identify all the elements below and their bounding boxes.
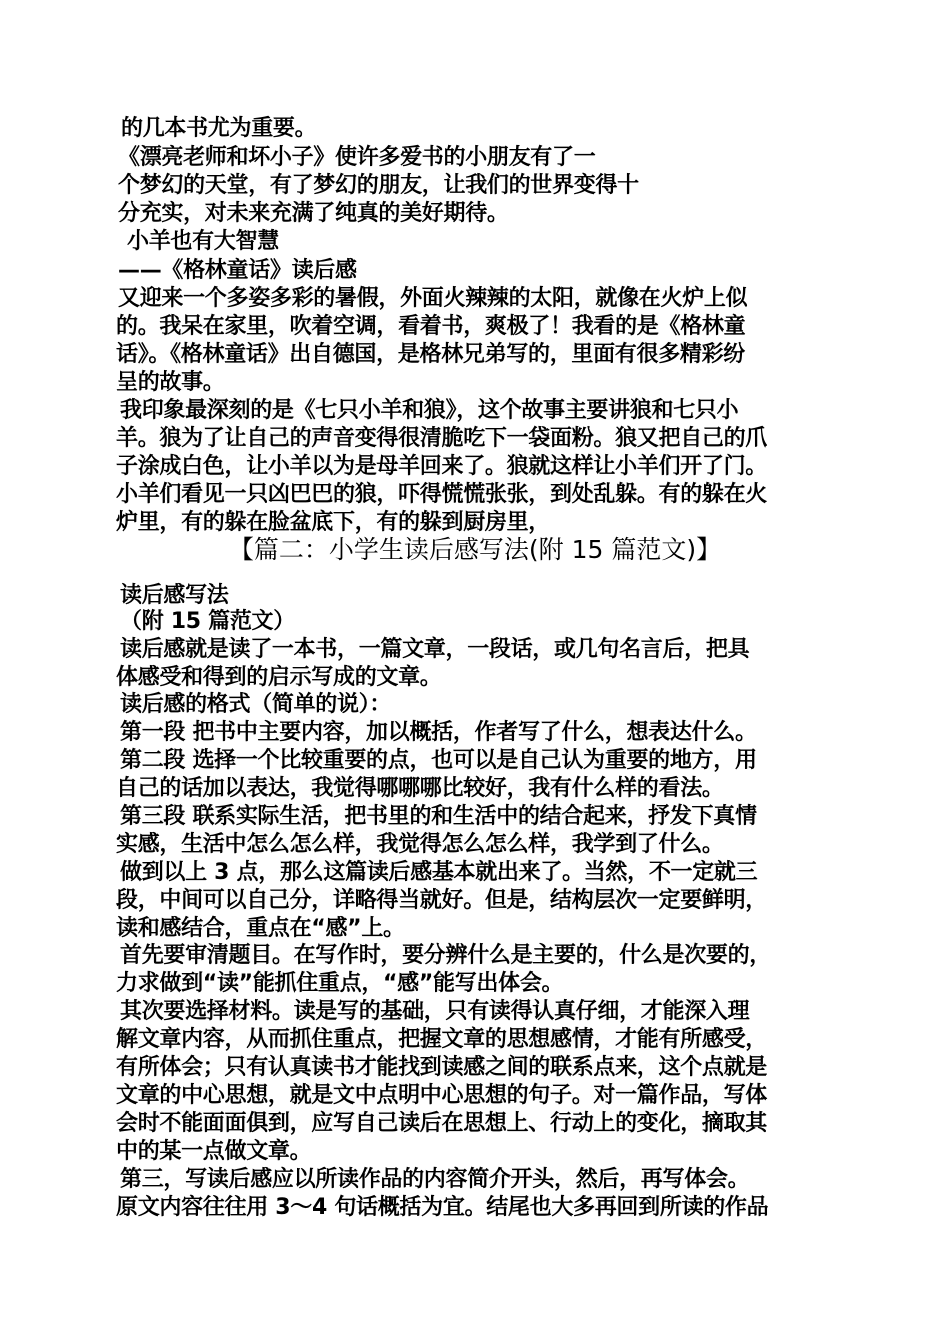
text-line: 读后感就是读了一本书，一篇文章，一段话，或几句名言后，把具 xyxy=(120,637,750,662)
section-heading: 【篇二：小学生读后感写法(附 15 篇范文)】 xyxy=(228,535,722,564)
text-line: 读后感的格式（简单的说）： xyxy=(120,692,392,717)
text-line: 《漂亮老师和坏小子》使许多爱书的小朋友有了一 xyxy=(118,145,596,170)
text-line: 首先要审清题目。在写作时，要分辨什么是主要的，什么是次要的， xyxy=(120,943,772,968)
text-line: 原文内容往往用 3～4 句话概括为宜。结尾也大多再回到所读的作品 xyxy=(116,1195,769,1220)
text-line: 子涂成白色，让小羊以为是母羊回来了。狼就这样让小羊们开了门。 xyxy=(116,454,768,479)
text-line: 会时不能面面俱到，应写自己读后在思想上、行动上的变化，摘取其 xyxy=(116,1111,768,1136)
text-line: 小羊们看见一只凶巴巴的狼，吓得慌慌张张，到处乱躲。有的躲在火 xyxy=(116,482,768,507)
text-line: 实感，生活中怎么怎么样，我觉得怎么怎么样，我学到了什么。 xyxy=(116,832,724,857)
text-line: 体感受和得到的启示写成的文章。 xyxy=(116,665,442,690)
text-line: 做到以上 3 点，那么这篇读后感基本就出来了。当然，不一定就三 xyxy=(120,860,758,885)
text-line: 第三，写读后感应以所读作品的内容简介开头，然后，再写体会。 xyxy=(120,1167,750,1192)
text-line: 自己的话加以表达，我觉得哪哪哪比较好，我有什么样的看法。 xyxy=(116,776,724,801)
text-line: 我印象最深刻的是《七只小羊和狼》，这个故事主要讲狼和七只小 xyxy=(120,398,739,423)
text-line: 炉里，有的躲在脸盆底下，有的躲到厨房里， xyxy=(116,510,551,535)
text-line: 力求做到“读”能抓住重点，“感”能写出体会。 xyxy=(116,971,564,996)
section-title: 读后感写法 xyxy=(120,583,229,608)
text-line: 第一段 把书中主要内容，加以概括，作者写了什么，想表达什么。 xyxy=(120,720,757,745)
section-subtitle: （附 15 篇范文） xyxy=(120,609,295,634)
text-line: 又迎来一个多姿多彩的暑假，外面火辣辣的太阳，就像在火炉上似 xyxy=(118,286,748,311)
text-line: 其次要选择材料。读是写的基础，只有读得认真仔细，才能深入理 xyxy=(120,999,750,1024)
subtitle: 小羊也有大智慧 xyxy=(127,229,279,254)
text-line: 分充实，对未来充满了纯真的美好期待。 xyxy=(118,201,509,226)
text-line: 的。我呆在家里，吹着空调，看着书，爽极了！我看的是《格林童 xyxy=(116,314,746,339)
text-line: 个梦幻的天堂，有了梦幻的朋友，让我们的世界变得十 xyxy=(118,173,639,198)
text-line: 文章的中心思想，就是文中点明中心思想的句子。对一篇作品，写体 xyxy=(116,1083,768,1108)
text-line: 解文章内容，从而抓住重点，把握文章的思想感情，才能有所感受， xyxy=(116,1027,768,1052)
text-line: 段，中间可以自己分，详略得当就好。但是，结构层次一定要鲜明， xyxy=(116,888,768,913)
subtitle-source: ——《格林童话》读后感 xyxy=(118,258,357,283)
text-line: 第二段 选择一个比较重要的点，也可以是自己认为重要的地方，用 xyxy=(120,748,757,773)
text-line: 第三段 联系实际生活，把书里的和生活中的结合起来，抒发下真情 xyxy=(120,804,757,829)
text-line: 呈的故事。 xyxy=(116,370,225,395)
text-line: 有所体会；只有认真读书才能找到读感之间的联系点来，这个点就是 xyxy=(116,1055,768,1080)
text-line: 读和感结合，重点在“感”上。 xyxy=(116,916,405,941)
text-line: 中的某一点做文章。 xyxy=(116,1139,312,1164)
text-line: 羊。狼为了让自己的声音变得很清脆吃下一袋面粉。狼又把自己的爪 xyxy=(116,426,768,451)
text-line: 话》。《格林童话》出自德国，是格林兄弟写的，里面有很多精彩纷 xyxy=(116,342,746,367)
text-line: 的几本书尤为重要。 xyxy=(121,116,317,141)
